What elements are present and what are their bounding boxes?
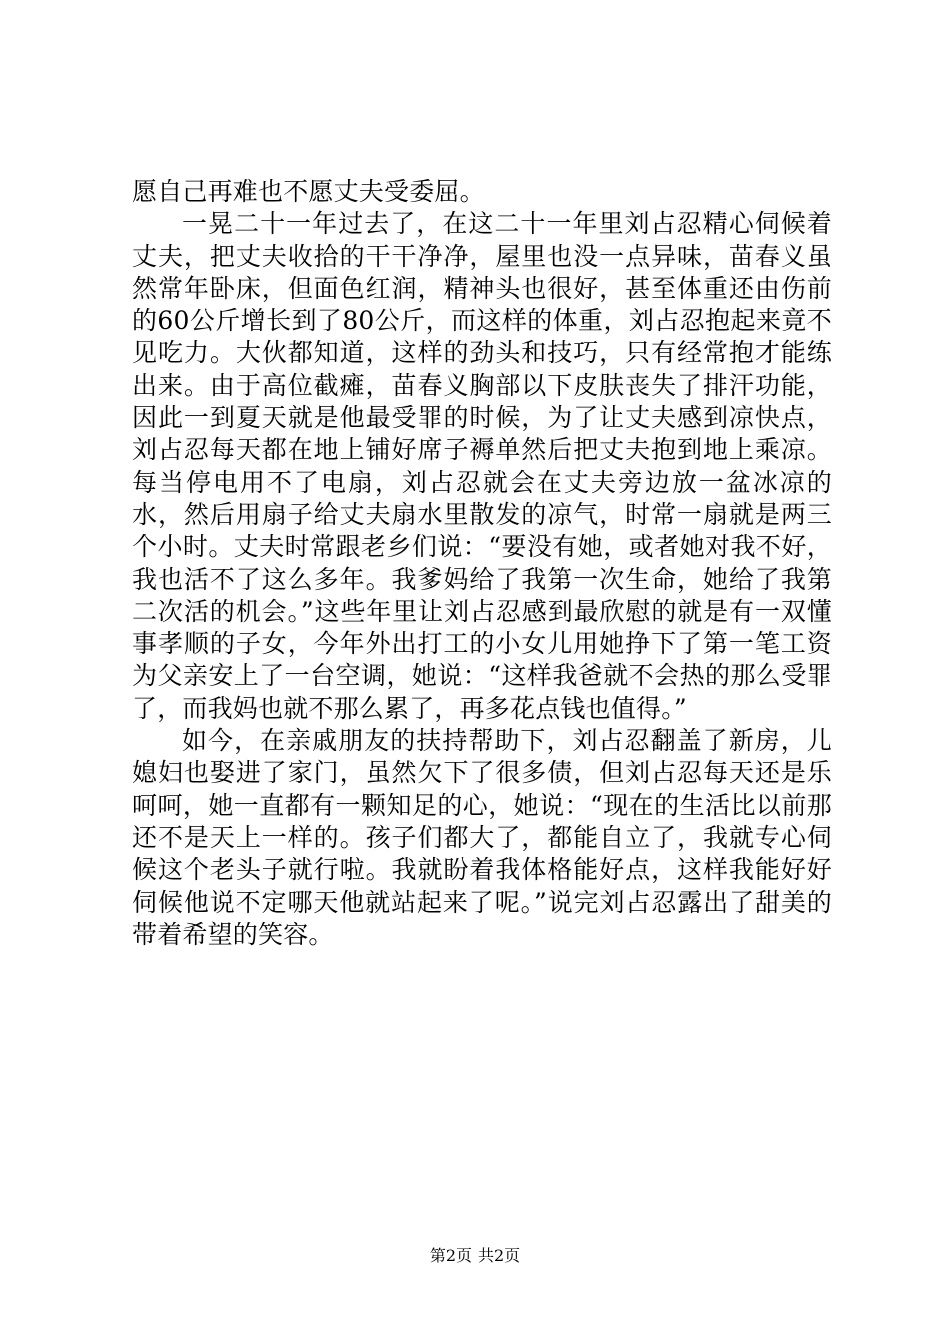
document-body: [132, 176, 832, 951]
page-number-current: 第2页: [429, 1246, 472, 1265]
paragraph-continuation: 愿自己再难也不愿丈夫受委屈。: [132, 177, 485, 206]
page-footer: [0, 1243, 950, 1266]
page-number-total: 共2页: [478, 1246, 521, 1265]
paragraph-caregiving: 一晃二十一年过去了，在这二十一年里刘占忍精心伺候着丈夫，把丈夫收拾的干干净净，屋里也没一点异味，苗春义虽然常年卧床，但面色红润，精神头也很好，甚至体重还由伤前的60公斤增长到了80公斤，而这样的体重，刘占忍抱起来竟不见吃力。大伙都知道，这样的劲头和技巧，只有经常抱才能练出来。由于高位截瘫，苗春义胸部以下皮肤丧失了排汗功能，因此一到夏天就是他最受罪的时候，为了让丈夫感到凉快点，刘占忍每天都在地上铺好席子褥单然后把丈夫抱到地上乘凉。每当停电用不了电扇，刘占忍就会在丈夫旁边放一盆冰凉的水，然后用扇子给丈夫扇水里散发的凉气，时常一扇就是两三个小时。丈夫时常跟老乡们说：“要没有她，或者她对我不好，我也活不了这么多年。我爹妈给了我第一次生命，她给了我第二次活的机会。”这些年里让刘占忍感到最欣慰的就是有一双懂事孝顺的子女，今年外出打工的小女儿用她挣下了第一笔工资为父亲安上了一台空调，她说：“这样我爸就不会热的那么受罪了，而我妈也就不那么累了，再多花点钱也值得。”: [132, 209, 832, 723]
paragraph-present-day: 如今，在亲戚朋友的扶持帮助下，刘占忍翻盖了新房，儿媳妇也娶进了家门，虽然欠下了很多债，但刘占忍每天还是乐呵呵，她一直都有一颗知足的心，她说：“现在的生活比以前那还不是天上一样的。孩子们都大了，都能自立了，我就专心伺候这个老头子就行啦。我就盼着我体格能好点，这样我能好好伺候他说不定哪天他就站起来了呢。”说完刘占忍露出了甜美的带着希望的笑容。: [132, 726, 832, 949]
